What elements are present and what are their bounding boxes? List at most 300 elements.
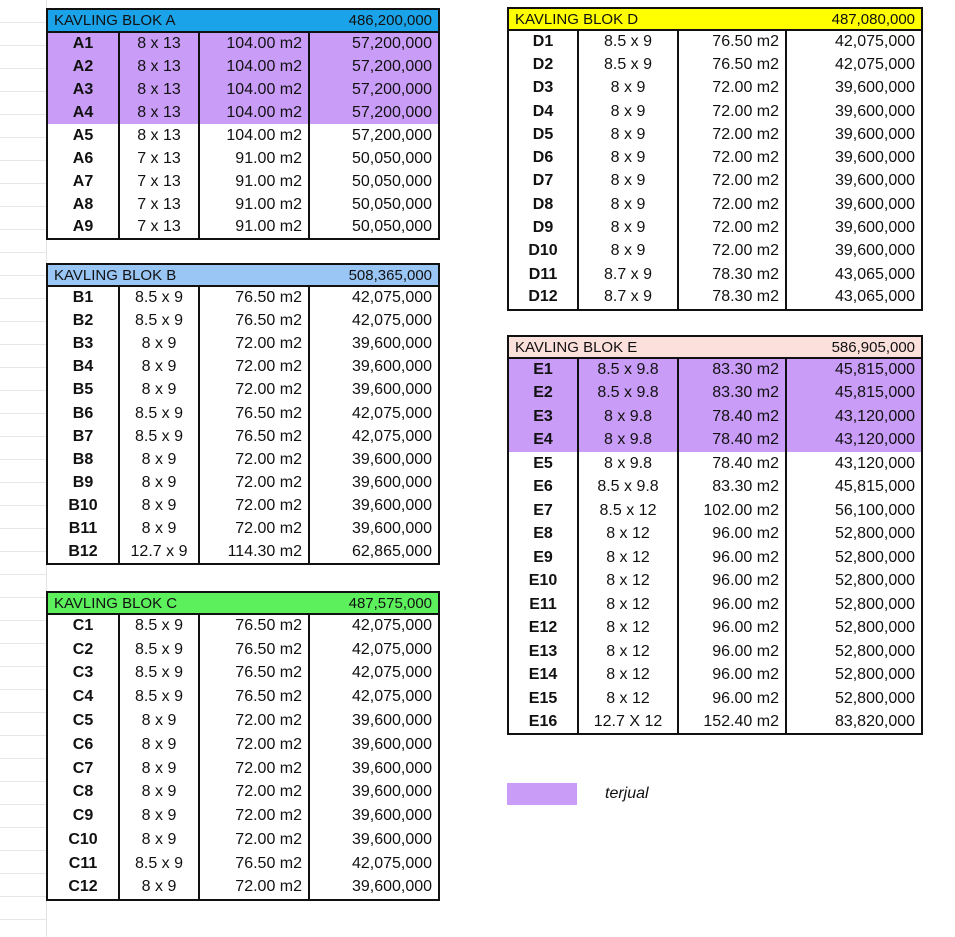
lot-cell: E4 bbox=[508, 429, 578, 453]
price-cell: 83,820,000 bbox=[786, 711, 922, 735]
price-cell: 45,815,000 bbox=[786, 358, 922, 382]
dimension-cell: 8 x 12 bbox=[578, 546, 678, 570]
lot-cell: C3 bbox=[72, 664, 94, 682]
table-row bbox=[47, 309, 439, 332]
table-row bbox=[508, 382, 922, 406]
price-cell: 42,075,000 bbox=[309, 852, 439, 876]
price-cell: 43,120,000 bbox=[786, 429, 922, 453]
table-row bbox=[47, 101, 439, 124]
area-cell: 91.00 m2 bbox=[199, 170, 309, 193]
table-row bbox=[508, 523, 922, 547]
table-row bbox=[508, 170, 922, 193]
lot-cell: B6 bbox=[72, 404, 94, 422]
area-cell: 104.00 m2 bbox=[199, 32, 309, 55]
price-cell: 42,075,000 bbox=[309, 402, 439, 425]
area-cell: 76.50 m2 bbox=[199, 614, 309, 638]
table-row bbox=[47, 78, 439, 101]
price-cell: 39,600,000 bbox=[309, 709, 439, 733]
price-cell: 50,050,000 bbox=[309, 216, 439, 239]
block-total: 487,575,000 bbox=[199, 592, 439, 614]
table-row bbox=[47, 804, 439, 828]
price-cell: 39,600,000 bbox=[786, 77, 922, 100]
price-cell: 57,200,000 bbox=[309, 101, 439, 124]
table-row bbox=[508, 286, 922, 309]
table-row bbox=[47, 32, 439, 55]
dimension-cell: 8 x 13 bbox=[119, 32, 199, 55]
dimension-cell: 8.5 x 9.8 bbox=[578, 382, 678, 406]
area-cell: 104.00 m2 bbox=[199, 124, 309, 147]
table-row bbox=[508, 358, 922, 382]
area-cell: 72.00 m2 bbox=[678, 100, 786, 123]
area-cell: 78.40 m2 bbox=[678, 405, 786, 429]
price-cell: 39,600,000 bbox=[309, 781, 439, 805]
area-cell: 76.50 m2 bbox=[199, 662, 309, 686]
price-cell: 39,600,000 bbox=[309, 356, 439, 379]
table-row bbox=[47, 638, 439, 662]
price-cell: 39,600,000 bbox=[309, 757, 439, 781]
dimension-cell: 8 x 9 bbox=[119, 876, 199, 900]
area-cell: 72.00 m2 bbox=[678, 240, 786, 263]
price-cell: 42,075,000 bbox=[309, 309, 439, 332]
dimension-cell: 8.5 x 9 bbox=[119, 685, 199, 709]
table-row bbox=[47, 828, 439, 852]
table-row bbox=[508, 240, 922, 263]
lot-cell: B9 bbox=[72, 474, 94, 492]
dimension-cell: 8.5 x 9 bbox=[119, 638, 199, 662]
block-title: KAVLING BLOK B bbox=[47, 264, 199, 286]
block-d-header bbox=[508, 8, 922, 30]
table-row bbox=[508, 146, 922, 169]
table-row bbox=[47, 662, 439, 686]
lot-cell: C4 bbox=[72, 688, 94, 706]
area-cell: 72.00 m2 bbox=[199, 472, 309, 495]
table-row bbox=[47, 124, 439, 147]
dimension-cell: 8.5 x 9 bbox=[578, 30, 678, 53]
area-cell: 96.00 m2 bbox=[678, 546, 786, 570]
price-cell: 39,600,000 bbox=[309, 379, 439, 402]
lot-cell: E5 bbox=[533, 454, 553, 472]
area-cell: 78.40 m2 bbox=[678, 429, 786, 453]
table-row bbox=[47, 709, 439, 733]
block-total: 487,080,000 bbox=[678, 8, 922, 30]
price-cell: 52,800,000 bbox=[786, 664, 922, 688]
lot-cell: E13 bbox=[528, 642, 558, 660]
dimension-cell: 8.7 x 9 bbox=[578, 286, 678, 309]
lot-cell: D4 bbox=[532, 102, 554, 120]
dimension-cell: 8 x 12 bbox=[578, 640, 678, 664]
dimension-cell: 8 x 9 bbox=[119, 781, 199, 805]
dimension-cell: 8 x 9.8 bbox=[578, 429, 678, 453]
lot-cell: E3 bbox=[508, 405, 578, 429]
dimension-cell: 8 x 13 bbox=[119, 78, 199, 101]
dimension-cell: 8 x 9 bbox=[119, 472, 199, 495]
dimension-cell: 8 x 9 bbox=[578, 100, 678, 123]
price-cell: 39,600,000 bbox=[309, 332, 439, 355]
price-cell: 39,600,000 bbox=[309, 804, 439, 828]
dimension-cell: 8 x 9 bbox=[119, 379, 199, 402]
price-cell: 50,050,000 bbox=[309, 170, 439, 193]
table-row bbox=[508, 499, 922, 523]
table-row bbox=[508, 30, 922, 53]
dimension-cell: 8.5 x 9 bbox=[119, 425, 199, 448]
legend-label: terjual bbox=[605, 785, 649, 802]
lot-cell: A9 bbox=[72, 218, 94, 235]
area-cell: 91.00 m2 bbox=[199, 216, 309, 239]
area-cell: 76.50 m2 bbox=[199, 638, 309, 662]
price-cell: 39,600,000 bbox=[309, 876, 439, 900]
lot-cell: B2 bbox=[72, 311, 94, 329]
table-row bbox=[47, 216, 439, 239]
lot-cell: E2 bbox=[508, 382, 578, 406]
dimension-cell: 7 x 13 bbox=[119, 147, 199, 170]
area-cell: 104.00 m2 bbox=[199, 101, 309, 124]
lot-cell: A7 bbox=[72, 172, 94, 190]
dimension-cell: 8 x 9 bbox=[578, 77, 678, 100]
dimension-cell: 8 x 9 bbox=[578, 123, 678, 146]
block-b-header bbox=[47, 264, 439, 286]
lot-cell: E9 bbox=[533, 548, 553, 566]
lot-cell: B10 bbox=[68, 497, 98, 515]
price-cell: 57,200,000 bbox=[309, 78, 439, 101]
price-cell: 50,050,000 bbox=[309, 147, 439, 170]
dimension-cell: 12.7 x 9 bbox=[119, 541, 199, 564]
lot-cell: C6 bbox=[72, 735, 94, 753]
table-row bbox=[47, 286, 439, 309]
lot-cell: D10 bbox=[528, 242, 558, 260]
dimension-cell: 8 x 9 bbox=[578, 240, 678, 263]
dimension-cell: 8 x 9 bbox=[119, 448, 199, 471]
lot-cell: C7 bbox=[72, 759, 94, 777]
lot-cell: E15 bbox=[528, 689, 558, 707]
dimension-cell: 8.5 x 9.8 bbox=[578, 358, 678, 382]
table-row bbox=[47, 379, 439, 402]
dimension-cell: 8 x 9 bbox=[119, 757, 199, 781]
dimension-cell: 8 x 9 bbox=[119, 709, 199, 733]
area-cell: 72.00 m2 bbox=[678, 170, 786, 193]
price-cell: 42,075,000 bbox=[309, 638, 439, 662]
price-cell: 39,600,000 bbox=[309, 472, 439, 495]
area-cell: 76.50 m2 bbox=[199, 286, 309, 309]
lot-cell: C9 bbox=[72, 807, 94, 825]
price-cell: 39,600,000 bbox=[786, 216, 922, 239]
lot-cell: C8 bbox=[72, 783, 94, 801]
dimension-cell: 8.5 x 9 bbox=[119, 309, 199, 332]
block-title: KAVLING BLOK D bbox=[508, 8, 678, 30]
lot-cell: E6 bbox=[533, 478, 553, 496]
lot-cell: E8 bbox=[533, 525, 553, 543]
price-cell: 39,600,000 bbox=[786, 240, 922, 263]
block-c-header bbox=[47, 592, 439, 614]
dimension-cell: 8.5 x 9 bbox=[119, 286, 199, 309]
lot-cell: B11 bbox=[68, 520, 98, 538]
price-cell: 43,065,000 bbox=[786, 263, 922, 286]
area-cell: 96.00 m2 bbox=[678, 523, 786, 547]
area-cell: 96.00 m2 bbox=[678, 687, 786, 711]
area-cell: 83.30 m2 bbox=[678, 358, 786, 382]
area-cell: 72.00 m2 bbox=[199, 518, 309, 541]
area-cell: 72.00 m2 bbox=[199, 495, 309, 518]
price-cell: 43,120,000 bbox=[786, 452, 922, 476]
dimension-cell: 8 x 13 bbox=[119, 101, 199, 124]
dimension-cell: 7 x 13 bbox=[119, 170, 199, 193]
block-total: 586,905,000 bbox=[678, 336, 922, 358]
table-row bbox=[508, 405, 922, 429]
dimension-cell: 8 x 13 bbox=[119, 124, 199, 147]
table-row bbox=[47, 425, 439, 448]
price-cell: 43,065,000 bbox=[786, 286, 922, 309]
area-cell: 72.00 m2 bbox=[199, 709, 309, 733]
lot-cell: D12 bbox=[528, 288, 558, 306]
table-row bbox=[47, 332, 439, 355]
area-cell: 96.00 m2 bbox=[678, 640, 786, 664]
table-row bbox=[47, 685, 439, 709]
dimension-cell: 8 x 9 bbox=[119, 733, 199, 757]
price-cell: 39,600,000 bbox=[309, 733, 439, 757]
area-cell: 104.00 m2 bbox=[199, 55, 309, 78]
lot-cell: E16 bbox=[528, 712, 558, 730]
lot-cell: D6 bbox=[532, 149, 554, 167]
price-cell: 57,200,000 bbox=[309, 32, 439, 55]
price-cell: 39,600,000 bbox=[786, 100, 922, 123]
table-row bbox=[508, 263, 922, 286]
table-row bbox=[47, 448, 439, 471]
dimension-cell: 8.5 x 9 bbox=[119, 852, 199, 876]
price-cell: 39,600,000 bbox=[309, 828, 439, 852]
table-row bbox=[47, 495, 439, 518]
table-row bbox=[47, 518, 439, 541]
area-cell: 83.30 m2 bbox=[678, 476, 786, 500]
block-title: KAVLING BLOK A bbox=[47, 9, 199, 32]
block-e-table bbox=[507, 335, 923, 735]
price-cell: 57,200,000 bbox=[309, 124, 439, 147]
area-cell: 76.50 m2 bbox=[199, 309, 309, 332]
lot-cell: B8 bbox=[72, 450, 94, 468]
block-title: KAVLING BLOK E bbox=[508, 336, 678, 358]
price-cell: 39,600,000 bbox=[309, 448, 439, 471]
dimension-cell: 8.5 x 9 bbox=[119, 402, 199, 425]
table-row bbox=[508, 687, 922, 711]
lot-cell: C1 bbox=[72, 617, 94, 635]
price-cell: 45,815,000 bbox=[786, 382, 922, 406]
dimension-cell: 8 x 9 bbox=[578, 216, 678, 239]
block-b-table bbox=[46, 263, 440, 565]
dimension-cell: 7 x 13 bbox=[119, 216, 199, 239]
price-cell: 39,600,000 bbox=[786, 146, 922, 169]
lot-cell: A6 bbox=[72, 149, 94, 167]
lot-cell: B3 bbox=[72, 334, 94, 352]
block-total: 486,200,000 bbox=[199, 9, 439, 32]
table-row bbox=[47, 356, 439, 379]
table-row bbox=[508, 546, 922, 570]
table-row bbox=[47, 781, 439, 805]
dimension-cell: 8 x 9 bbox=[578, 193, 678, 216]
price-cell: 42,075,000 bbox=[309, 614, 439, 638]
price-cell: 42,075,000 bbox=[309, 286, 439, 309]
area-cell: 72.00 m2 bbox=[199, 757, 309, 781]
area-cell: 96.00 m2 bbox=[678, 664, 786, 688]
area-cell: 91.00 m2 bbox=[199, 147, 309, 170]
price-cell: 42,075,000 bbox=[786, 53, 922, 76]
area-cell: 114.30 m2 bbox=[199, 541, 309, 564]
block-a-table bbox=[46, 8, 440, 240]
lot-cell: E7 bbox=[533, 501, 553, 519]
price-cell: 39,600,000 bbox=[786, 170, 922, 193]
dimension-cell: 8 x 12 bbox=[578, 523, 678, 547]
lot-cell: D5 bbox=[532, 125, 554, 143]
table-row bbox=[508, 640, 922, 664]
area-cell: 76.50 m2 bbox=[678, 30, 786, 53]
lot-cell: C12 bbox=[68, 878, 98, 896]
block-a-header bbox=[47, 9, 439, 32]
dimension-cell: 8 x 9 bbox=[119, 804, 199, 828]
lot-cell: A3 bbox=[47, 78, 119, 101]
area-cell: 76.50 m2 bbox=[199, 402, 309, 425]
price-cell: 39,600,000 bbox=[786, 123, 922, 146]
area-cell: 72.00 m2 bbox=[199, 876, 309, 900]
table-row bbox=[47, 193, 439, 216]
dimension-cell: 8 x 12 bbox=[578, 593, 678, 617]
lot-cell: E10 bbox=[528, 572, 558, 590]
area-cell: 72.00 m2 bbox=[678, 77, 786, 100]
lot-cell: C10 bbox=[68, 831, 98, 849]
table-row bbox=[508, 77, 922, 100]
price-cell: 39,600,000 bbox=[309, 518, 439, 541]
price-cell: 42,075,000 bbox=[309, 685, 439, 709]
price-cell: 45,815,000 bbox=[786, 476, 922, 500]
dimension-cell: 8 x 9 bbox=[119, 495, 199, 518]
dimension-cell: 8.5 x 9 bbox=[119, 662, 199, 686]
table-row bbox=[47, 614, 439, 638]
dimension-cell: 8 x 13 bbox=[119, 55, 199, 78]
lot-cell: A4 bbox=[47, 101, 119, 124]
area-cell: 72.00 m2 bbox=[199, 828, 309, 852]
dimension-cell: 8.5 x 9 bbox=[119, 614, 199, 638]
area-cell: 72.00 m2 bbox=[199, 448, 309, 471]
area-cell: 104.00 m2 bbox=[199, 78, 309, 101]
block-c-table bbox=[46, 591, 440, 901]
dimension-cell: 8 x 12 bbox=[578, 617, 678, 641]
area-cell: 78.30 m2 bbox=[678, 263, 786, 286]
table-row bbox=[47, 170, 439, 193]
dimension-cell: 8.7 x 9 bbox=[578, 263, 678, 286]
price-cell: 52,800,000 bbox=[786, 570, 922, 594]
price-cell: 57,200,000 bbox=[309, 55, 439, 78]
lot-cell: E1 bbox=[508, 358, 578, 382]
price-cell: 52,800,000 bbox=[786, 593, 922, 617]
lot-cell: B7 bbox=[72, 427, 94, 445]
table-row bbox=[508, 617, 922, 641]
table-row bbox=[47, 147, 439, 170]
table-row bbox=[508, 216, 922, 239]
block-e-header bbox=[508, 336, 922, 358]
table-row bbox=[47, 472, 439, 495]
lot-cell: D1 bbox=[532, 33, 554, 51]
price-cell: 52,800,000 bbox=[786, 546, 922, 570]
lot-cell: B4 bbox=[72, 358, 94, 376]
dimension-cell: 8 x 9 bbox=[119, 332, 199, 355]
area-cell: 76.50 m2 bbox=[678, 53, 786, 76]
lot-cell: E11 bbox=[529, 595, 557, 613]
area-cell: 72.00 m2 bbox=[199, 356, 309, 379]
table-row bbox=[508, 570, 922, 594]
area-cell: 72.00 m2 bbox=[199, 379, 309, 402]
table-row bbox=[508, 100, 922, 123]
area-cell: 78.40 m2 bbox=[678, 452, 786, 476]
spreadsheet-grid-edge bbox=[0, 0, 47, 937]
table-row bbox=[47, 757, 439, 781]
dimension-cell: 8 x 12 bbox=[578, 687, 678, 711]
table-row bbox=[47, 541, 439, 564]
price-cell: 62,865,000 bbox=[309, 541, 439, 564]
area-cell: 72.00 m2 bbox=[678, 146, 786, 169]
lot-cell: D9 bbox=[532, 219, 554, 237]
lot-cell: A1 bbox=[47, 32, 119, 55]
table-row bbox=[508, 711, 922, 735]
dimension-cell: 8.5 x 12 bbox=[578, 499, 678, 523]
dimension-cell: 8.5 x 9 bbox=[578, 53, 678, 76]
price-cell: 56,100,000 bbox=[786, 499, 922, 523]
price-cell: 52,800,000 bbox=[786, 523, 922, 547]
dimension-cell: 8 x 12 bbox=[578, 664, 678, 688]
lot-cell: B1 bbox=[72, 289, 94, 307]
area-cell: 78.30 m2 bbox=[678, 286, 786, 309]
area-cell: 152.40 m2 bbox=[678, 711, 786, 735]
dimension-cell: 8 x 9 bbox=[119, 518, 199, 541]
area-cell: 72.00 m2 bbox=[678, 216, 786, 239]
price-cell: 42,075,000 bbox=[309, 662, 439, 686]
dimension-cell: 7 x 13 bbox=[119, 193, 199, 216]
area-cell: 76.50 m2 bbox=[199, 685, 309, 709]
area-cell: 96.00 m2 bbox=[678, 570, 786, 594]
area-cell: 72.00 m2 bbox=[678, 123, 786, 146]
price-cell: 52,800,000 bbox=[786, 617, 922, 641]
area-cell: 72.00 m2 bbox=[199, 733, 309, 757]
lot-cell: E14 bbox=[528, 666, 558, 684]
table-row bbox=[508, 193, 922, 216]
table-row bbox=[508, 593, 922, 617]
table-row bbox=[47, 402, 439, 425]
price-cell: 52,800,000 bbox=[786, 640, 922, 664]
dimension-cell: 8.5 x 9.8 bbox=[578, 476, 678, 500]
price-cell: 42,075,000 bbox=[309, 425, 439, 448]
block-total: 508,365,000 bbox=[199, 264, 439, 286]
table-row bbox=[508, 476, 922, 500]
block-d-table bbox=[507, 7, 923, 311]
area-cell: 72.00 m2 bbox=[199, 781, 309, 805]
dimension-cell: 8 x 9 bbox=[119, 356, 199, 379]
dimension-cell: 8 x 9.8 bbox=[578, 405, 678, 429]
lot-cell: D8 bbox=[532, 195, 554, 213]
lot-cell: A5 bbox=[72, 126, 94, 144]
dimension-cell: 8 x 9 bbox=[578, 146, 678, 169]
lot-cell: C5 bbox=[72, 712, 94, 730]
lot-cell: A8 bbox=[72, 195, 94, 213]
lot-cell: C2 bbox=[72, 640, 94, 658]
area-cell: 76.50 m2 bbox=[199, 425, 309, 448]
price-cell: 39,600,000 bbox=[786, 193, 922, 216]
dimension-cell: 8 x 9 bbox=[578, 170, 678, 193]
area-cell: 96.00 m2 bbox=[678, 617, 786, 641]
lot-cell: D7 bbox=[532, 172, 554, 190]
price-cell: 43,120,000 bbox=[786, 405, 922, 429]
dimension-cell: 12.7 X 12 bbox=[578, 711, 678, 735]
lot-cell: B12 bbox=[68, 543, 98, 561]
lot-cell: C11 bbox=[68, 854, 98, 872]
dimension-cell: 8 x 9.8 bbox=[578, 452, 678, 476]
price-cell: 39,600,000 bbox=[309, 495, 439, 518]
area-cell: 102.00 m2 bbox=[678, 499, 786, 523]
price-cell: 50,050,000 bbox=[309, 193, 439, 216]
